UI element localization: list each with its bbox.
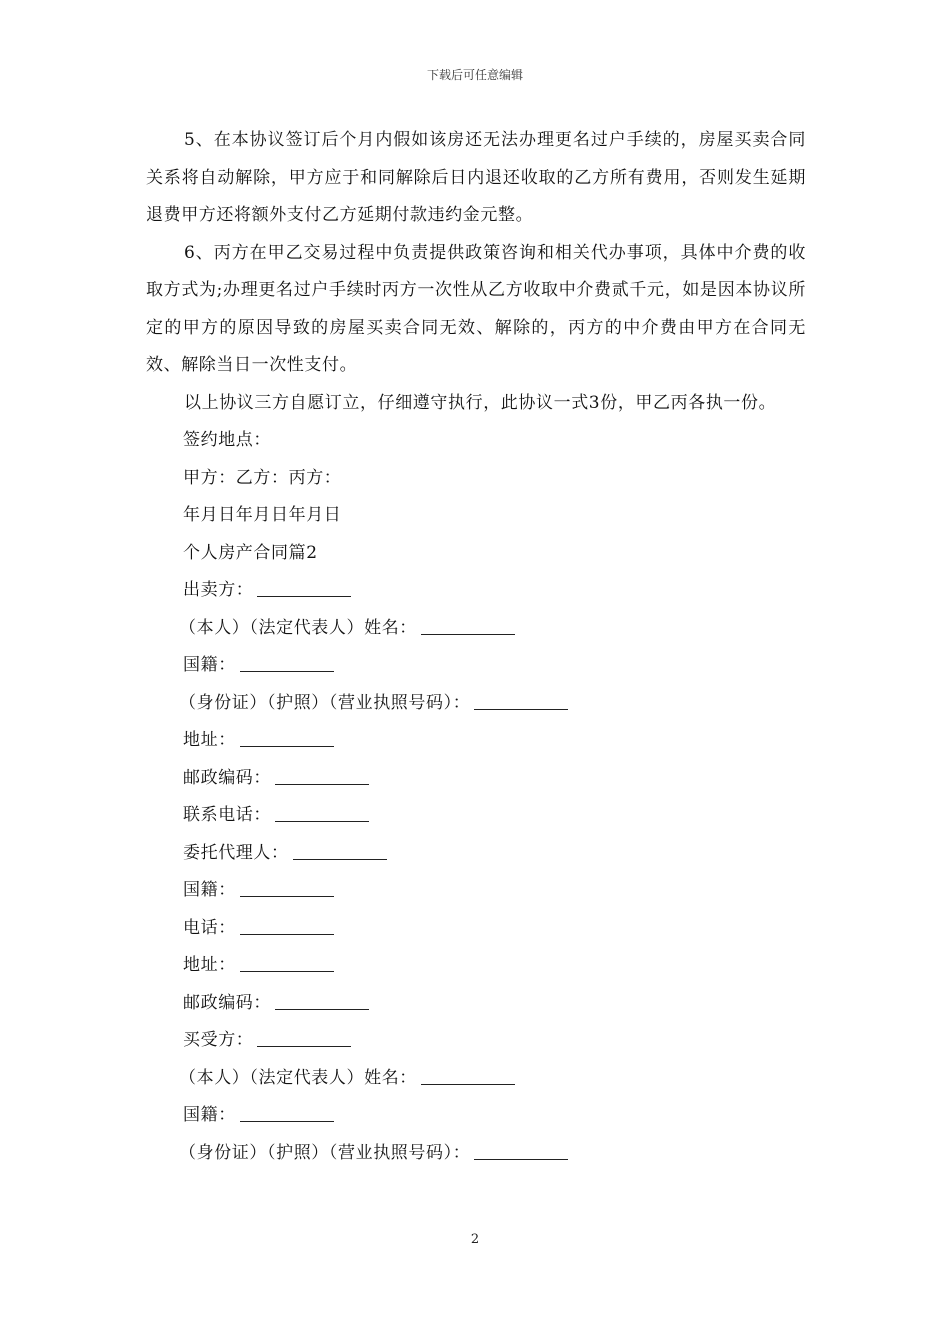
field-label: （本人）（法定代表人）姓名： [179, 1067, 417, 1088]
field-line [146, 910, 806, 948]
field-line [146, 647, 806, 685]
parties-signature-line: 甲方：乙方：丙方： [183, 467, 342, 488]
dates-line: 年月日年月日年月日 [183, 505, 342, 525]
field-label: 国籍： [183, 880, 236, 900]
fill-in-blank[interactable] [240, 1103, 334, 1122]
field-line [146, 1097, 806, 1135]
agreement-closing-paragraph: 以上协议三方自愿订立，仔细遵守执行，此协议一式3份，甲乙丙各执一份。 [184, 392, 777, 413]
fill-in-blank[interactable] [275, 991, 369, 1010]
field-label: 买受方： [183, 1030, 254, 1050]
fill-in-blank[interactable] [293, 841, 387, 860]
field-line [146, 835, 806, 873]
fill-in-blank[interactable] [240, 953, 334, 972]
fill-in-blank[interactable] [240, 878, 334, 897]
section-title: 个人房产合同篇2 [183, 542, 318, 563]
fill-in-blank[interactable] [257, 578, 351, 597]
field-label: （身份证）（护照）（营业执照号码）： [179, 692, 471, 713]
field-line [146, 1022, 806, 1060]
field-line [146, 572, 806, 610]
field-label: 国籍： [183, 1105, 236, 1125]
field-line [146, 985, 806, 1023]
field-label: 电话： [183, 917, 236, 938]
field-label: 联系电话： [183, 805, 271, 825]
fill-in-blank[interactable] [240, 916, 334, 935]
document-body [146, 122, 806, 1172]
fill-in-blank[interactable] [240, 728, 334, 747]
field-line [146, 760, 806, 798]
fill-in-blank[interactable] [240, 653, 334, 672]
field-label: 邮政编码： [183, 992, 271, 1013]
field-label: （身份证）（护照）（营业执照号码）： [179, 1142, 471, 1163]
fill-in-blank[interactable] [474, 1141, 568, 1160]
field-line [146, 1135, 806, 1173]
field-label: 邮政编码： [183, 767, 271, 788]
field-label: 委托代理人： [183, 842, 289, 863]
fill-in-blank[interactable] [421, 616, 515, 635]
field-label: 国籍： [183, 655, 236, 675]
field-label: 出卖方： [183, 580, 254, 600]
fill-in-blank[interactable] [421, 1066, 515, 1085]
field-line [146, 947, 806, 985]
clause-6-paragraph: 6、丙方在甲乙交易过程中负责提供政策咨询和相关代办事项，具体中介费的收取方式为;办理更名过户手续时丙方一次性从乙方收取中介费贰千元，如是因本协议所定的甲方的原因导致的房屋买卖合同无效、解除的，丙方的中介费由甲方在合同无效、解除当日一次性支付。 [146, 242, 806, 375]
fill-in-blank[interactable] [474, 691, 568, 710]
field-line [146, 610, 806, 648]
fill-in-blank[interactable] [275, 803, 369, 822]
fill-in-blank[interactable] [257, 1028, 351, 1047]
field-label: （本人）（法定代表人）姓名： [179, 617, 417, 638]
signing-place-line: 签约地点： [183, 430, 271, 450]
field-label: 地址： [183, 730, 236, 750]
fill-in-blank[interactable] [275, 766, 369, 785]
field-line [146, 685, 806, 723]
field-line [146, 872, 806, 910]
field-line [146, 1060, 806, 1098]
page-number: 2 [470, 1232, 480, 1247]
field-line [146, 722, 806, 760]
clause-5-paragraph: 5、在本协议签订后个月内假如该房还无法办理更名过户手续的，房屋买卖合同关系将自动解除，甲方应于和同解除后日内退还收取的乙方所有费用，否则发生延期退费甲方还将额外支付乙方延期付款违约金元整。 [146, 130, 806, 225]
contract-fields [146, 572, 806, 1172]
field-line [146, 797, 806, 835]
field-label: 地址： [183, 955, 236, 975]
page-header-note: 下载后可任意编辑 [426, 68, 523, 82]
